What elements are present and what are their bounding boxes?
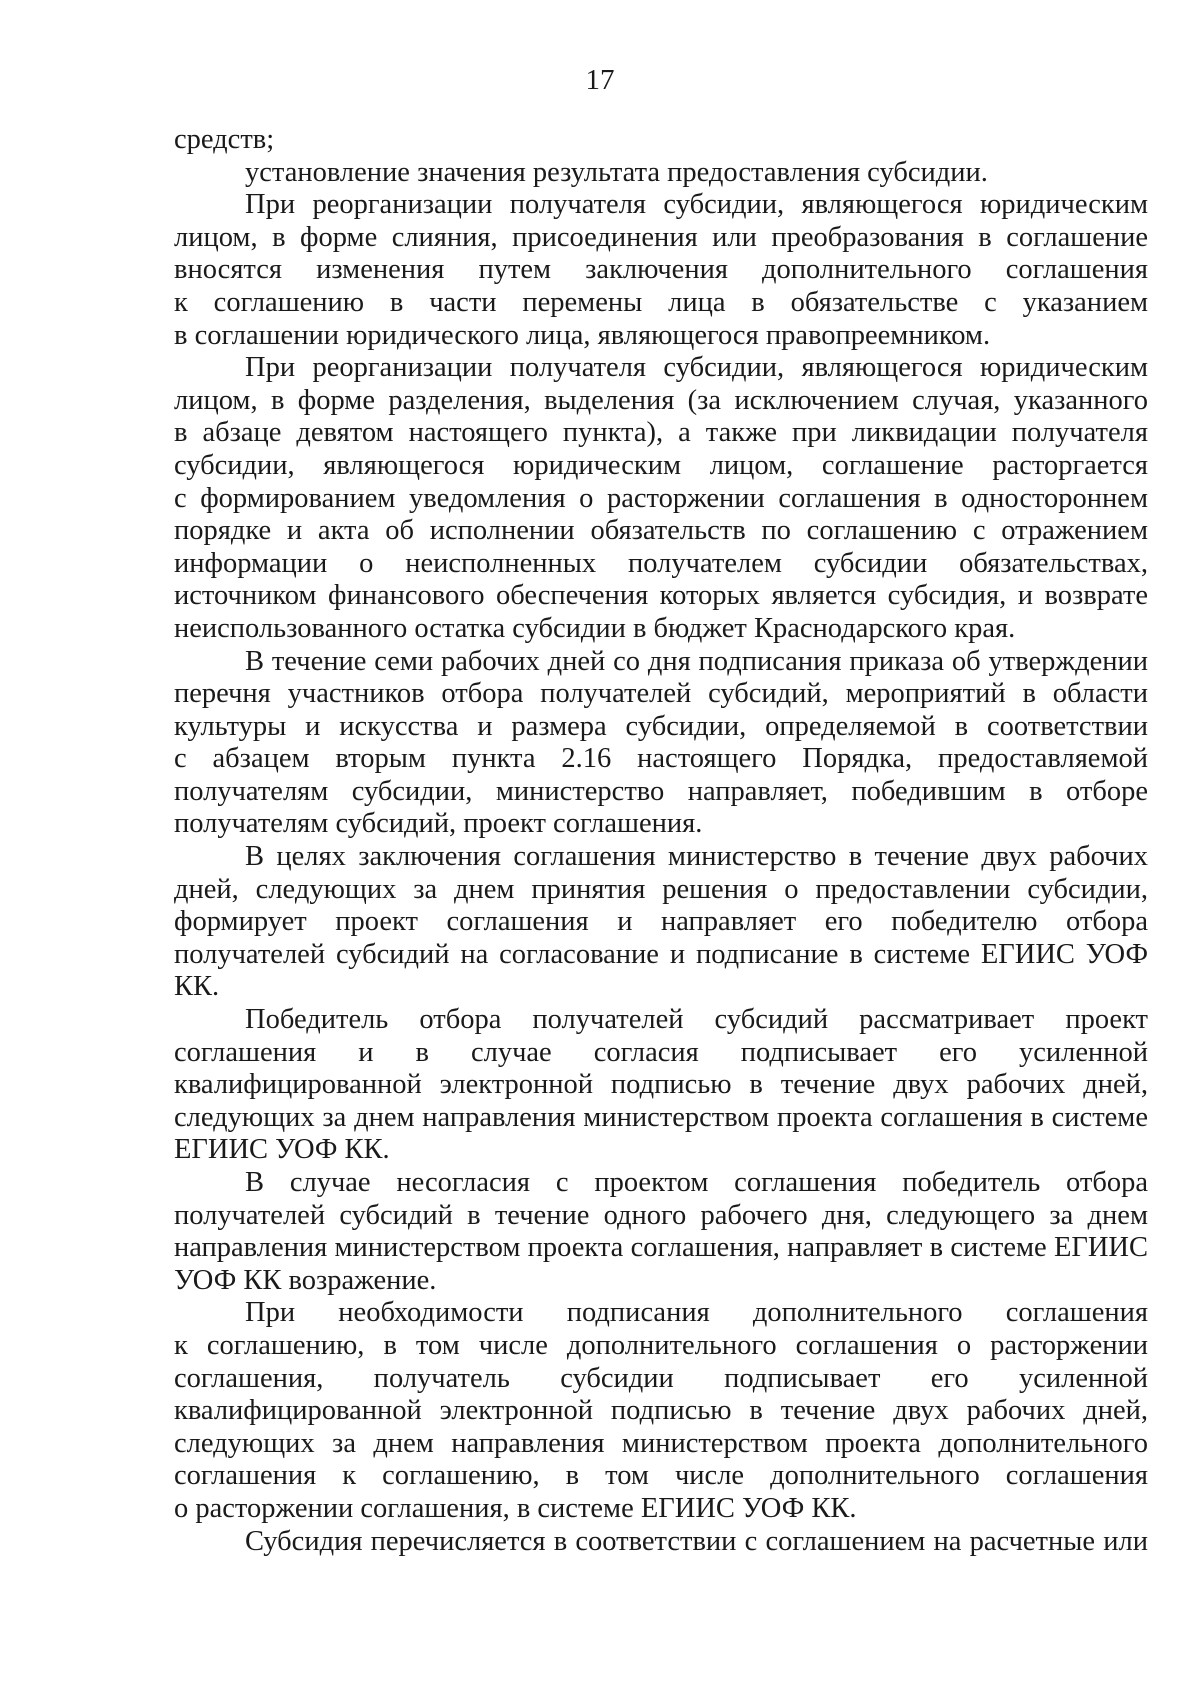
text-line: следующих за днем направления министерством проекта дополнительного [174,1427,1148,1459]
text-line: неиспользованного остатка субсидии в бюджет Краснодарского края. [174,612,1016,644]
text-line: перечня участников отбора получателей субсидий, мероприятий в области [174,678,1148,710]
text-line: квалифицированной электронной подписью в течение двух рабочих дней, [174,1395,1148,1427]
text-line: В течение семи рабочих дней со дня подписания приказа об утверждении [245,645,1148,677]
text-line: порядке и акта об исполнении обязательств по соглашению с отражением [174,515,1148,547]
text-line: лицом, в форме разделения, выделения (за исключением случая, указанного [174,384,1148,416]
text-line: Субсидия перечисляется в соответствии с соглашением на расчетные или [245,1525,1148,1557]
text-line: о расторжении соглашения, в системе ЕГИИС УОФ КК. [174,1492,857,1524]
text-line: лицом, в форме слияния, присоединения или преобразования в соглашение [174,221,1148,253]
text-line: к соглашению, в том числе дополнительного соглашения о расторжении [174,1329,1148,1361]
text-line: получателей субсидий в течение одного рабочего дня, следующего за днем [174,1199,1148,1231]
text-line: установление значения результата предоставления субсидии. [245,156,988,188]
text-line: При необходимости подписания дополнительного соглашения [245,1297,1148,1329]
text-line: Победитель отбора получателей субсидий рассматривает проект [245,1004,1148,1036]
text-line: получателей субсидий на согласование и подписание в системе ЕГИИС УОФ [174,938,1148,970]
text-line: культуры и искусства и размера субсидии, определяемой в соответствии [174,710,1148,742]
text-line: средств; [174,124,275,155]
text-line: источником финансового обеспечения которых является субсидия, и возврате [174,580,1148,612]
text-line: При реорганизации получателя субсидии, являющегося юридическим [245,189,1148,221]
text-line: При реорганизации получателя субсидии, являющегося юридическим [245,352,1148,384]
text-line: УОФ КК возражение. [174,1264,437,1296]
text-line: получателям субсидий, проект соглашения. [174,808,703,840]
text-line: в соглашении юридического лица, являющегося правопреемником. [174,319,991,351]
text-line: получателям субсидии, министерство направляет, победившим в отборе [174,775,1148,807]
text-line: с абзацем вторым пункта 2.16 настоящего Порядка, предоставляемой [174,743,1148,775]
text-line: в абзаце девятом настоящего пункта), а также при ликвидации получателя [174,417,1148,449]
text-line: В случае несогласия с проектом соглашения победитель отбора [245,1167,1148,1198]
document-body [174,124,1148,1558]
text-line: к соглашению в части перемены лица в обязательстве с указанием [174,286,1148,318]
text-line: формирует проект соглашения и направляет его победителю отбора [174,906,1148,938]
text-line: с формированием уведомления о расторжении соглашения в одностороннем [174,482,1148,514]
text-line: В целях заключения соглашения министерство в течение двух рабочих [245,841,1148,873]
text-line: соглашения к соглашению, в том числе дополнительного соглашения [174,1460,1148,1492]
text-line: субсидии, являющегося юридическим лицом, соглашение расторгается [174,449,1148,481]
text-line: соглашения, получатель субсидии подписывает его усиленной [174,1362,1148,1394]
page-number: 17 [585,64,615,96]
text-line: соглашения и в случае согласия подписывает его усиленной [174,1036,1148,1068]
text-line: следующих за днем направления министерством проекта соглашения в системе [174,1101,1148,1133]
text-line: КК. [174,971,220,1003]
text-line: дней, следующих за днем принятия решения о предоставлении субсидии, [174,873,1148,905]
text-line: вносятся изменения путем заключения дополнительного соглашения [174,254,1148,286]
text-line: информации о неисполненных получателем субсидии обязательствах, [174,547,1148,579]
text-line: ЕГИИС УОФ КК. [174,1134,390,1166]
text-line: квалифицированной электронной подписью в течение двух рабочих дней, [174,1069,1148,1101]
text-line: направления министерством проекта соглашения, направляет в системе ЕГИИС [174,1232,1148,1264]
